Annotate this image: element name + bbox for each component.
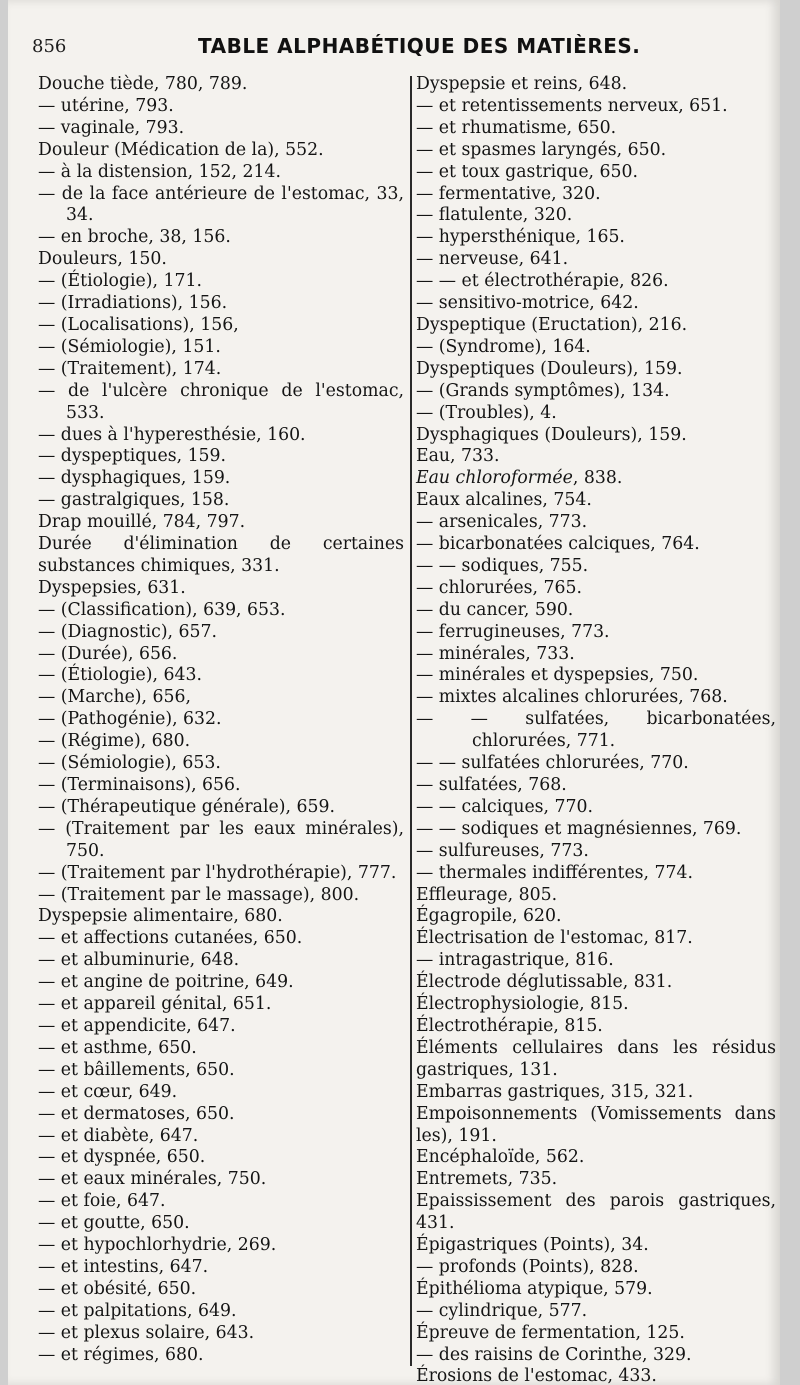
index-entry: — (Irradiations), 156. <box>38 293 228 314</box>
index-entry: — — calciques, 770. <box>416 796 594 817</box>
index-entry: — (Traitement par l'hydrothérapie), 777. <box>38 862 397 883</box>
index-entry: Effleurage, 805. <box>416 884 558 905</box>
index-entry: — (Durée), 656. <box>38 643 178 664</box>
index-entry: — des raisins de Corinthe, 329. <box>416 1344 692 1365</box>
index-entry: — de la face antérieure de l'estomac, 33, 34. <box>38 183 404 226</box>
index-entry: — (Traitement), 174. <box>38 358 222 379</box>
index-entry: Dysphagiques (Douleurs), 159. <box>416 424 687 445</box>
index-entry: Entremets, 735. <box>416 1169 558 1190</box>
index-entry: — (Classification), 639, 653. <box>38 599 286 620</box>
index-entry: — et eaux minérales, 750. <box>38 1169 267 1190</box>
index-entry: — intragastrique, 816. <box>416 950 614 971</box>
index-column-left <box>38 74 404 1366</box>
index-entry: — thermales indifférentes, 774. <box>416 862 694 883</box>
index-entry: — nerveuse, 641. <box>416 249 569 270</box>
index-entry: Épreuve de fermentation, 125. <box>416 1322 685 1343</box>
index-entry-rest: , 838. <box>572 468 623 489</box>
index-entry: Dyspepsie alimentaire, 680. <box>38 906 283 927</box>
index-entry: — et hypochlorhydrie, 269. <box>38 1235 277 1256</box>
index-entry: Eau, 733. <box>416 446 500 467</box>
index-entry: — et affections cutanées, 650. <box>38 928 303 949</box>
index-entry: — et rhumatisme, 650. <box>416 117 617 138</box>
index-entry: — (Sémiologie), 653. <box>38 753 221 774</box>
index-entry: — du cancer, 590. <box>416 599 574 620</box>
index-entry: — et régimes, 680. <box>38 1344 204 1365</box>
index-entry: — mixtes alcalines chlorurées, 768. <box>416 687 728 708</box>
index-entry: Durée d'élimination de certaines substances chimiques, 331. <box>38 534 404 576</box>
index-entry: — hypersthénique, 165. <box>416 227 625 248</box>
index-entry: — (Régime), 680. <box>38 731 191 752</box>
index-entry: — cylindrique, 577. <box>416 1300 588 1321</box>
index-entry: Électrophysiologie, 815. <box>416 994 629 1015</box>
index-entry: — et goutte, 650. <box>38 1213 190 1234</box>
index-entry: — dues à l'hyperesthésie, 160. <box>38 424 306 445</box>
index-entry: — de l'ulcère chronique de l'estomac, 533. <box>38 380 404 423</box>
index-entry: — et asthme, 650. <box>38 1037 197 1058</box>
index-entry: — profonds (Points), 828. <box>416 1256 639 1277</box>
index-entry: — — sulfatées, bicarbonatées, chlorurées, 771. <box>416 709 776 752</box>
index-entry: — — sodiques et magnésiennes, 769. <box>416 818 742 839</box>
index-entry: Électrode déglutissable, 831. <box>416 972 673 993</box>
index-entry: — (Étiologie), 643. <box>38 665 202 686</box>
index-entry: — et palpitations, 649. <box>38 1300 237 1321</box>
index-entry: — arsenicales, 773. <box>416 512 588 533</box>
index-entry: — en broche, 38, 156. <box>38 227 231 248</box>
page-header <box>8 30 780 64</box>
index-entry: — et bâillements, 650. <box>38 1059 235 1080</box>
index-entry: Embarras gastriques, 315, 321. <box>416 1081 694 1102</box>
index-entry: — et appareil génital, 651. <box>38 994 272 1015</box>
index-entry: — et cœur, 649. <box>38 1081 178 1102</box>
page-number: 856 <box>32 36 67 57</box>
index-entry: — (Syndrome), 164. <box>416 336 591 357</box>
index-entry: — et albuminurie, 648. <box>38 950 240 971</box>
index-entry: Eaux alcalines, 754. <box>416 490 592 511</box>
index-entry: — minérales et dyspepsies, 750. <box>416 665 699 686</box>
index-entry: — à la distension, 152, 214. <box>38 161 282 182</box>
index-entry: Epaississement des parois gastriques, 431. <box>416 1191 776 1234</box>
index-entry-italic: Eau chloroformée <box>416 468 573 489</box>
index-entry: Dyspeptique (Eructation), 216. <box>416 314 688 335</box>
index-entry: — chlorurées, 765. <box>416 577 582 598</box>
index-entry: — bicarbonatées calciques, 764. <box>416 534 700 555</box>
index-entry: — vaginale, 793. <box>38 117 185 138</box>
index-entry: — flatulente, 320. <box>416 205 573 226</box>
index-entry: Empoisonnements (Vomissements dans les), 191. <box>416 1103 776 1146</box>
index-entry: — et appendicite, 647. <box>38 1015 236 1036</box>
index-entry: Égagropile, 620. <box>416 906 562 927</box>
index-entry: Encéphaloïde, 562. <box>416 1147 585 1168</box>
index-entry: — dyspeptiques, 159. <box>38 446 227 467</box>
index-entry: — et dyspnée, 650. <box>38 1147 206 1168</box>
index-entry: Érosions de l'estomac, 433. <box>416 1366 657 1385</box>
index-entry: — et plexus solaire, 643. <box>38 1322 255 1343</box>
index-entry: — sulfatées, 768. <box>416 775 567 795</box>
index-entry: — et diabète, 647. <box>38 1125 199 1146</box>
index-entry: — (Pathogénie), 632. <box>38 709 222 730</box>
index-column-right <box>416 74 776 1385</box>
index-entry: Épithélioma atypique, 579. <box>416 1278 653 1299</box>
index-entry: — (Diagnostic), 657. <box>38 621 218 642</box>
index-entry: — (Sémiologie), 151. <box>38 336 221 357</box>
column-divider <box>410 76 412 1366</box>
index-entry: — et spasmes laryngés, 650. <box>416 139 667 160</box>
index-entry: — (Traitement par le massage), 800. <box>38 884 360 905</box>
index-entry: Électrothérapie, 815. <box>416 1015 603 1036</box>
index-entry: — fermentative, 320. <box>416 183 601 204</box>
index-entry: Douleurs, 150. <box>38 249 167 270</box>
index-entry: — sensitivo-motrice, 642. <box>416 293 639 314</box>
index-entry: — — et électrothérapie, 826. <box>416 271 669 292</box>
index-entry: — (Terminaisons), 656. <box>38 775 241 795</box>
index-entry: Dyspepsie et reins, 648. <box>416 74 628 94</box>
index-entry: — (Traitement par les eaux minérales), 750. <box>38 818 404 861</box>
index-entry: Dyspepsies, 631. <box>38 577 186 598</box>
index-entry: — et intestins, 647. <box>38 1256 209 1277</box>
index-entry: — (Localisations), 156, <box>38 314 239 335</box>
index-entry: — et toux gastrique, 650. <box>416 161 639 182</box>
index-entry: — dysphagiques, 159. <box>38 468 231 489</box>
index-entry: — (Marche), 656, <box>38 687 192 708</box>
index-entry: — et foie, 647. <box>38 1191 166 1212</box>
index-entry: Épigastriques (Points), 34. <box>416 1235 649 1256</box>
index-entry: — et dermatoses, 650. <box>38 1103 235 1124</box>
index-entry: — (Thérapeutique générale), 659. <box>38 796 335 817</box>
index-entry: — et obésité, 650. <box>38 1278 197 1299</box>
index-entry: Dyspeptiques (Douleurs), 159. <box>416 358 683 379</box>
index-entry: — et retentissements nerveux, 651. <box>416 95 728 116</box>
index-entry: — utérine, 793. <box>38 95 174 116</box>
index-entry: — — sodiques, 755. <box>416 555 589 576</box>
index-entry: Éléments cellulaires dans les résidus gastriques, 131. <box>416 1037 776 1080</box>
index-page <box>8 0 780 1385</box>
index-entry: Drap mouillé, 784, 797. <box>38 512 246 533</box>
index-entry <box>416 468 776 490</box>
index-entry: — et angine de poitrine, 649. <box>38 972 294 993</box>
index-entry: Électrisation de l'estomac, 817. <box>416 928 693 949</box>
index-entry: — (Étiologie), 171. <box>38 271 202 292</box>
index-entry: — (Grands symptômes), 134. <box>416 380 670 401</box>
index-entry: — sulfureuses, 773. <box>416 840 589 861</box>
index-entry: — minérales, 733. <box>416 643 575 664</box>
index-entry: — ferrugineuses, 773. <box>416 621 610 642</box>
index-entry: Douche tiède, 780, 789. <box>38 74 248 94</box>
index-entry: — gastralgiques, 158. <box>38 490 230 511</box>
index-entry: — (Troubles), 4. <box>416 402 557 423</box>
running-title: TABLE ALPHABÉTIQUE DES MATIÈRES. <box>198 34 641 58</box>
index-entry: Douleur (Médication de la), 552. <box>38 139 324 160</box>
index-entry: — — sulfatées chlorurées, 770. <box>416 753 689 774</box>
